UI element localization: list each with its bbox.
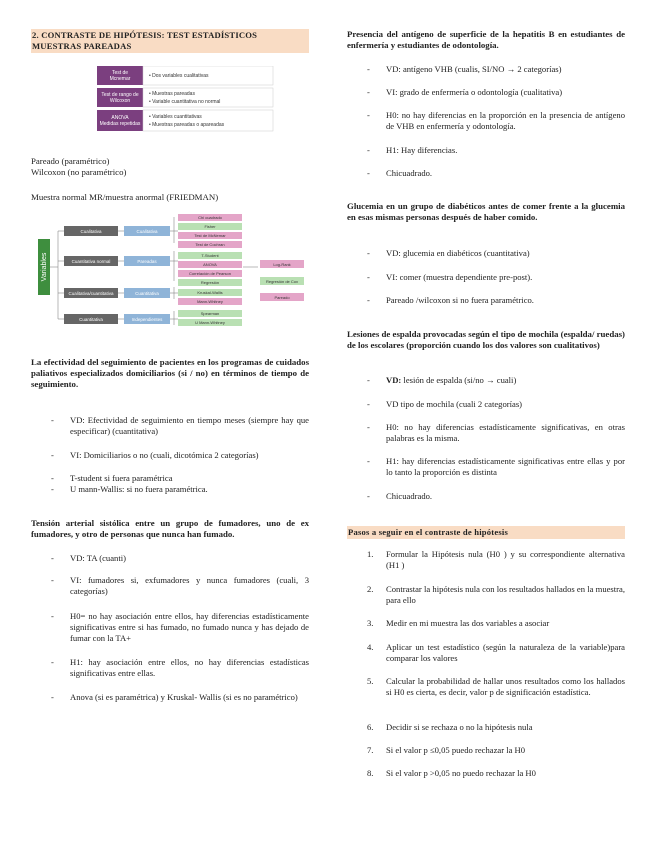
table-item-3b: • Muestras pareadas o apareadas xyxy=(149,122,225,128)
block3-item-5: - Chicuadrado. xyxy=(347,168,625,179)
svg-text:Log-Rank: Log-Rank xyxy=(273,262,291,267)
block5-item-1 xyxy=(347,375,625,386)
steps-item-2: 2. Contrastar la hipótesis nula con los resultados hallados en la muestra, para ello xyxy=(367,584,625,605)
svg-text:Test de Cochran: Test de Cochran xyxy=(195,242,225,247)
block3-item-3: - H0: no hay diferencias en la proporción en la presencia de antígeno de VHB en enfermería y odontología. xyxy=(347,110,625,132)
table-label-3a: ANOVA xyxy=(111,115,129,121)
block2-item-4: - H1: hay asociación entre ellos, no hay diferencias estadísticas significativas entre ellas. xyxy=(31,657,309,679)
pareado-line-1: Pareado (paramétrico) xyxy=(31,156,110,166)
row-text-1: Cualitativa xyxy=(80,229,102,234)
svg-text:T-Student: T-Student xyxy=(201,253,219,258)
block4-item-2-wrap xyxy=(347,272,625,283)
table-item-1: • Dos variables cualitativas xyxy=(149,73,209,79)
steps-item-7: 7. Si el valor p ≤0,05 puedo rechazar la H0 xyxy=(367,745,526,755)
steps-item-3-wrap xyxy=(347,618,625,629)
mid-text-3: Cuantitativa xyxy=(135,291,159,296)
block2-item-4-wrap xyxy=(31,657,309,679)
block2-item-2-wrap xyxy=(31,575,309,597)
block5-item-2-wrap xyxy=(347,399,625,410)
block3-item-4-wrap xyxy=(347,145,625,156)
block2-item-1: - VD: TA (cuanti) xyxy=(31,553,309,564)
table-label-2b: Wilcoxon xyxy=(109,98,131,104)
block2-item-1-wrap xyxy=(31,553,309,564)
row-text-4: Cuantitativa xyxy=(79,317,103,322)
svg-text:Mann-Whitney: Mann-Whitney xyxy=(197,299,223,304)
block2-item-5-wrap xyxy=(31,692,309,703)
block5-item-3: - H0: no hay diferencias estadísticamente significativas, en otras palabras es la misma. xyxy=(347,422,625,444)
svg-text:Spearman: Spearman xyxy=(200,311,220,316)
block1-item-4: - U mann-Wallis: si no fuera paramétrica. xyxy=(31,484,309,495)
block2-item-2: - VI: fumadores si, exfumadores y nunca fumadores (cuali, 3 categorías) xyxy=(31,575,309,597)
block3-item-5-wrap xyxy=(347,168,625,179)
steps-item-4-wrap xyxy=(347,642,625,664)
svg-text:Kruskal-Wallis: Kruskal-Wallis xyxy=(197,290,223,295)
block1-item-3: - T-student si fuera paramétrica xyxy=(31,473,309,484)
mid-text-1: Cualitativa xyxy=(136,229,158,234)
steps-item-7-wrap xyxy=(347,745,625,756)
block5-item-4-wrap xyxy=(347,456,625,478)
steps-title: Pasos a seguir en el contraste de hipótesis xyxy=(347,526,625,539)
block5-vd-rest: lesión de espalda (si/no → cuali) xyxy=(401,375,517,385)
block1-item-1: - VD: Efectividad de seguimiento en tiempo meses (siempre hay que especificar) (cuantitativa) xyxy=(31,415,309,437)
svg-text:ANOVA: ANOVA xyxy=(203,262,217,267)
row-text-3: Cualitativa/cuantitativa xyxy=(68,291,114,296)
steps-item-1: 1. Formular la Hipótesis nula (H0 ) y su correspondiente alternativa (H1 ) xyxy=(367,549,625,570)
steps-item-8-wrap xyxy=(347,768,625,779)
block1-list-c xyxy=(31,473,309,495)
svg-text:Fisher: Fisher xyxy=(204,224,216,229)
svg-text:Pareado: Pareado xyxy=(274,295,290,300)
svg-text:U Mann-Whitney: U Mann-Whitney xyxy=(195,320,225,325)
block1-title: La efectividad del seguimiento de pacientes en los programas de cuidados paliativos especializados domiciliarios (si / no) en términos de tiempo de seguimiento. xyxy=(31,357,309,389)
table-item-2b: • Variable cuantitativa no normal xyxy=(149,99,221,105)
svg-text:Regresión: Regresión xyxy=(200,280,220,285)
block5-item-4: - H1: hay diferencias estadísticamente significativas entre ellas y por lo tanto la proporción es distinta xyxy=(347,456,625,478)
svg-text:Regresión de Cox: Regresión de Cox xyxy=(265,279,299,284)
block4-item-2: - VI: comer (muestra dependiente pre-post). xyxy=(347,272,625,283)
table-item-2a: • Muestras pareadas xyxy=(149,91,195,97)
block4-item-3-wrap xyxy=(347,295,625,306)
right-boxes xyxy=(178,214,242,326)
steps-item-5: 5. Calcular la probabilidad de hallar unos resultados como los hallados si H0 es cierta, es decir, valor p de significación estadística. xyxy=(367,676,625,697)
muestra-line: Muestra normal MR/muestra anormal (FRIEDMAN) xyxy=(31,192,219,202)
steps-item-6-wrap xyxy=(347,722,625,733)
block5-item-1-wrap xyxy=(347,375,625,386)
steps-item-2-wrap xyxy=(347,584,625,606)
steps-item-5-wrap xyxy=(347,676,625,698)
section-title: 2. CONTRASTE DE HIPÓTESIS: TEST ESTADÍSTICOS MUESTRAS PAREADAS xyxy=(31,29,309,53)
row-text-2: Cuantitativa normal xyxy=(71,259,111,264)
table-label-2a: Test de rango de xyxy=(101,92,139,98)
variables-side-label: Variables xyxy=(41,252,48,282)
variables-diagram xyxy=(38,213,308,331)
block4-item-1-wrap xyxy=(347,248,625,259)
block4-title: Glucemia en un grupo de diabéticos antes de comer frente a la glucemia en esas mismas personas después de haber comido. xyxy=(347,201,625,222)
block2-item-3: - H0= no hay asociación entre ellos, hay diferencias estadísticamente significativas entre si has fumado, no fumado nunca y has dejado de fumar con la TA+ xyxy=(31,611,309,644)
table-item-3a: • Variables cuantitativas xyxy=(149,114,202,120)
block1-list-b xyxy=(31,450,309,461)
block5-title: Lesiones de espalda provocadas según el tipo de mochila (espalda/ ruedas) de los escolares (proporción cuando los dos valores son cualitativos) xyxy=(347,329,625,350)
svg-text:Correlación de Pearson: Correlación de Pearson xyxy=(188,271,232,276)
table-label-1a: Test de xyxy=(111,70,129,76)
block3-item-3-wrap xyxy=(347,110,625,132)
steps-item-4: 4. Aplicar un test estadístico (según la naturaleza de la variable)para comparar los valores xyxy=(367,642,625,663)
table-label-1b: Mcnemar xyxy=(109,76,131,82)
block3-item-2-wrap xyxy=(347,87,625,98)
block1-list xyxy=(31,415,309,437)
block3-item-4: - H1: Hay diferencias. xyxy=(347,145,625,156)
block5-item-3-wrap xyxy=(347,422,625,444)
block5-item-2: - VD tipo de mochila (cuali 2 categorías) xyxy=(347,399,625,410)
svg-text:Chi cuadrado: Chi cuadrado xyxy=(198,215,222,220)
block3-item-1: - VD: antígeno VHB (cualis, SI/NO → 2 categorías) xyxy=(347,64,625,75)
steps-item-3: 3. Medir en mi muestra las dos variables a asociar xyxy=(367,618,550,628)
block4-item-1: - VD: glucemia en diabéticos (cuantitativa) xyxy=(347,248,625,259)
mid-text-4: Independientes xyxy=(131,317,163,322)
block2-item-5: - Anova (si es paramétrica) y Kruskal- Wallis (si es no paramétrico) xyxy=(31,692,309,703)
block3-item-2: - VI: grado de enfermería o odontología (cualitativa) xyxy=(347,87,625,98)
block2-title: Tensión arterial sistólica entre un grupo de fumadores, uno de ex fumadores, y otro de personas que nunca han fumado. xyxy=(31,518,309,539)
block5-vd-label: VD: xyxy=(386,375,402,385)
mid-text-2: Pareadas xyxy=(137,259,157,264)
block3-item-1-wrap xyxy=(347,64,625,75)
block1-item-2: - VI: Domiciliarios o no (cuali, dicotómica 2 categorías) xyxy=(31,450,309,461)
steps-item-8: 8. Si el valor p >0,05 no puedo rechazar la H0 xyxy=(367,768,536,778)
steps-item-6: 6. Decidir si se rechaza o no la hipótesis nula xyxy=(367,722,533,732)
block2-item-3-wrap xyxy=(31,611,309,644)
block5-item-5-wrap xyxy=(347,491,625,502)
table-label-3b: Medidas repetidas xyxy=(99,121,141,127)
block3-title: Presencia del antígeno de superficie de la hepatitis B en estudiantes de enfermería y estudiantes de odontología. xyxy=(347,29,625,50)
steps-item-1-wrap xyxy=(347,549,625,571)
block4-item-3: - Pareado /wilcoxon si no fuera paramétrico. xyxy=(347,295,625,306)
pareado-line-2: Wilcoxon (no paramétrico) xyxy=(31,167,127,177)
block5-item-5: - Chicuadrado. xyxy=(347,491,625,502)
test-table-figure xyxy=(97,66,277,132)
svg-text:Test de McNemar: Test de McNemar xyxy=(194,233,226,238)
